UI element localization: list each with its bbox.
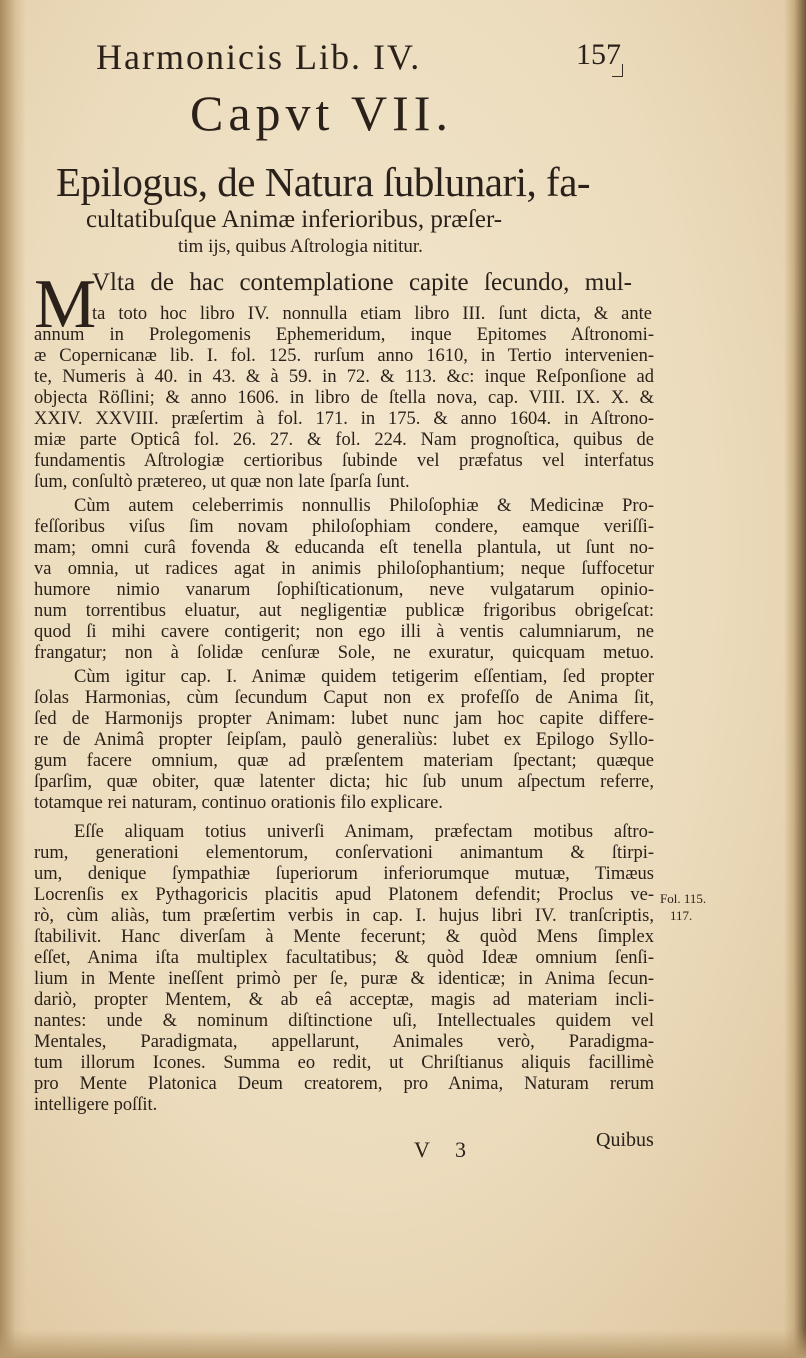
catchword: Quibus (596, 1129, 654, 1151)
text-line: humore nimio vanarum ſophiſticationum, neve vulgatarum opinio- (34, 580, 654, 600)
text-line: nantes: unde & nominum diſtinctione uſi, Intellectuales quidem vel (34, 1011, 654, 1031)
marginal-note-line: Fol. 115. (660, 891, 707, 906)
page-number: 157 (576, 38, 621, 71)
text-line: Eſſe aliquam totius univerſi Animam, præfectam motibus aſtro- (74, 822, 654, 842)
text-line: ta toto hoc libro IV. nonnulla etiam libro III. ſunt dicta, & ante (92, 304, 652, 324)
text-line: ſtabilivit. Hanc diverſam à Mente fecerunt; & quòd Mens ſimplex (34, 927, 654, 947)
text-line: ſparſim, quæ obiter, quæ latenter dicta; hic ſub unum aſpectum referre, (34, 772, 654, 792)
text-line: re de Animâ propter ſeipſam, paulò generaliùs: lubet ex Epilogo Syllo- (34, 730, 654, 750)
page-bottom-shadow (0, 1330, 806, 1358)
text-line: frangatur; non à ſolidæ cenſuræ Sole, ne exuratur, quicquam metuo. (34, 643, 654, 663)
page-edge-shadow (784, 0, 806, 1358)
text-line: num torrentibus eluatur, aut negligentiæ publicæ frigoribus obrigeſcat: (34, 601, 654, 621)
marginal-note (660, 890, 706, 924)
text-line: ſolas Harmonias, cùm ſecundum Caput non ex profeſſo de Anima ſit, (34, 688, 654, 708)
text-line: quod ſi mihi cavere contigerit; non ego illi à ventis calumniarum, ne (34, 622, 654, 642)
text-line: Cùm autem celeberrimis nonnullis Philoſophiæ & Medicinæ Pro- (74, 496, 654, 516)
text-line: rum, generationi elementorum, conſervationi animantum & ſtirpi- (34, 843, 654, 863)
text-line: miæ parte Opticâ fol. 26. 27. & fol. 224. Nam prognoſtica, quibus de (34, 430, 654, 450)
text-line: rò, cùm aliàs, tum præſertim verbis in cap. I. hujus libri IV. tranſcriptis, (34, 906, 654, 926)
text-line: gum facere omnium, quæ ad præſentem materiam ſpectant; quæque (34, 751, 654, 771)
text-line: tum illorum Icones. Summa eo redit, ut Chriſtianus aliquis facillimè (34, 1053, 654, 1073)
text-line: annum in Prolegomenis Ephemeridum, inque Epitomes Aſtronomi- (34, 325, 654, 345)
text-line: te, Numeris à 40. in 43. & à 59. in 72. & 113. &c: inque Reſponſione ad (34, 367, 654, 387)
text-line: va omnia, ut radices agat in animis philoſophantium; neque ſuffocetur (34, 559, 654, 579)
page-gutter-shadow (0, 0, 26, 1358)
folio-mark (612, 64, 623, 77)
text-line: totamque rei naturam, continuo orationis filo explicare. (34, 793, 443, 813)
text-line: pro Mente Platonica Deum creatorem, pro Anima, Naturam rerum (34, 1074, 654, 1094)
text-line: æ Copernicanæ lib. I. fol. 125. rurſum anno 1610, in Tertio intervenien- (34, 346, 654, 366)
text-line: intelligere poſſit. (34, 1095, 158, 1115)
running-head: Harmonicis Lib. IV. (96, 37, 422, 77)
text-line: ſed de Harmonijs propter Animam: lubet nunc jam hoc capite differe- (34, 709, 654, 729)
signature-mark: V 3 (414, 1137, 476, 1162)
chapter-title-line-3: tim ijs, quibus Aſtrologia nititur. (178, 236, 423, 257)
text-line: XXIV. XXVIII. præſertim à fol. 171. in 175. & anno 1604. in Aſtrono- (34, 409, 654, 429)
text-line: eſſet, Anima iſta multiplex facultatibus; & quòd Ideæ omnium ſenſi- (34, 948, 654, 968)
chapter-heading: Capvt VII. (190, 85, 453, 141)
drop-cap: M (34, 266, 97, 343)
text-line: ſum, conſultò prætereo, ut quæ non late ſparſa ſunt. (34, 472, 410, 492)
marginal-note-line: 117. (670, 908, 693, 923)
text-line: fundamentis Aſtrologiæ certioribus ſubinde vel præfatus vel interfatus (34, 451, 654, 471)
text-line: Vlta de hac contemplatione capite ſecundo, mul- (92, 269, 632, 296)
text-line: Mentales, Paradigmata, appellarunt, Animales verò, Paradigma- (34, 1032, 654, 1052)
text-line: objecta Röſlini; & anno 1606. in libro de ſtella nova, cap. VIII. IX. X. & (34, 388, 654, 408)
text-line: dariò, propter Mentem, & ab eâ acceptæ, magis ad materiam incli- (34, 990, 654, 1010)
text-line: um, denique ſympathiæ ſuperiorum inferiorumque mutuæ, Timæus (34, 864, 654, 884)
chapter-title-line-2: cultatibuſque Animæ inferioribus, præſer- (86, 206, 503, 233)
text-line: mam; omni curâ fovenda & educanda eſt tenella plantula, ut ſunt no- (34, 538, 654, 558)
text-line: Locrenſis ex Pythagoricis placitis apud Platonem defendit; Proclus ve- (34, 885, 654, 905)
text-line: feſſoribus viſus ſim novam philoſophiam condere, eamque veriſſi- (34, 517, 654, 537)
text-line: Cùm igitur cap. I. Animæ quidem tetigerim eſſentiam, ſed propter (74, 667, 654, 687)
text-line: lium in Mente ineſſent primò per ſe, puræ & identicæ; in Anima ſecun- (34, 969, 654, 989)
chapter-title-line-1: Epilogus, de Natura ſublunari, fa- (56, 159, 591, 205)
